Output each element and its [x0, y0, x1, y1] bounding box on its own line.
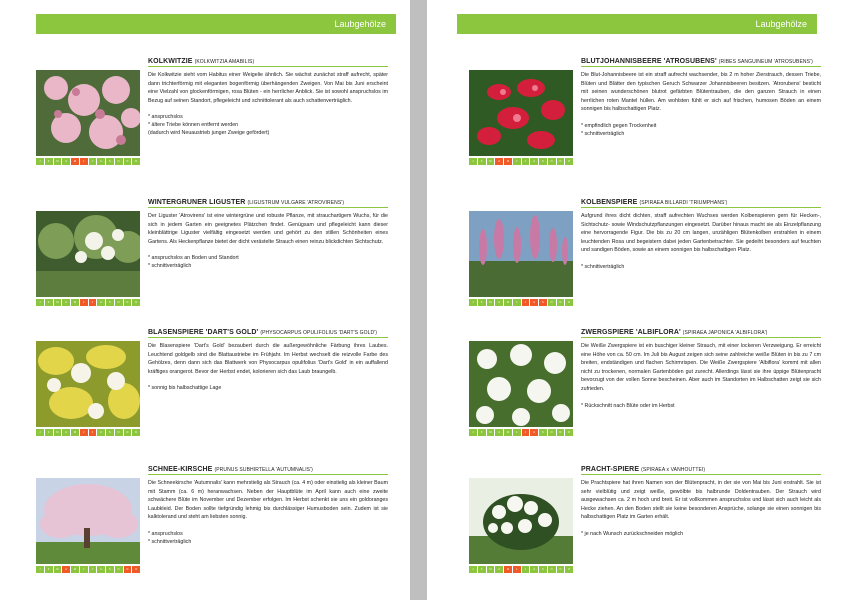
plant-description: Der Liguster 'Atrovirens' ist eine wintergrüne und robuste Pflanze, mit strauchartigem Wuchs, für die sich in jedem Garten ein geeignetes Plätzchen findet. Genügsam und pflegeleicht kann dieser kleinblättrige Liguster vielfältig eingesetzt werden und gehört zu den stillen Schönheiten eines Gartens. Als Heckenpflanze bietet der dicht verästelte Strauch einen reinzu blickdichten Sichtschutz.	[148, 213, 388, 245]
plant-name: SCHNEE-KIRSCHE	[148, 466, 213, 473]
month-cell: M	[71, 299, 79, 306]
month-cell: F	[478, 429, 486, 436]
month-cell: D	[132, 299, 140, 306]
month-cell: A	[97, 566, 105, 573]
plant-description: Die Schneekirsche 'Autumnalis' kann mehrstielig als Strauch (ca. 4 m) oder einstielig als kleiner Baum mit Stamm (ca. 6 m) heranwachsen. Neben der Hauptblüte im April kann auch eine zweite schwächere Blüte im November und Dezember erfolgen. Im Herbst schenkt sie uns ein goldoranges Laubkleid. Der Boden sollte tiefgründig lehmig bis durchlässiger Humusboden sein. Zudem ist sie kalktolerand und steht am liebsten sonnig.	[148, 480, 388, 521]
plant-description: Die Prachtspiere hat ihren Namen von der Blütenpracht, in der sie von Mai bis Juni erstrahlt. Sie ist sehr vielblütig und zeigt weiße, gewölbte bis halbrunde Doldentrauben. Der Strauch wird ausgewachsen ca. 2 m hoch und breit. Er ist vollkommen anspruchslos und lässt sich auch leicht als Hecke ziehen. An den Boden stellt sie keine besonderen Ansprüche, solange sie einen sonnigen bis halbschattigen Platz im Garten erhält.	[581, 480, 821, 521]
month-cell: N	[557, 429, 565, 436]
month-cell: S	[539, 566, 547, 573]
month-cell: N	[557, 299, 565, 306]
bloom-calendar	[36, 158, 140, 165]
plant-note: * Rückschnitt nach Blüte oder im Herbst	[581, 402, 675, 409]
bloom-calendar	[36, 429, 140, 436]
plant-photo	[469, 341, 573, 427]
month-cell: J	[513, 158, 521, 165]
month-cell: F	[478, 566, 486, 573]
plant-latin-name: (SPIRAEA BILLARDI 'TRIUMPHANS')	[639, 200, 728, 206]
plant-latin-name: (LIGUSTRUM VULGARE 'ATROVIRENS')	[247, 200, 345, 206]
month-cell: D	[565, 299, 573, 306]
plant-text	[148, 58, 388, 137]
month-cell: A	[530, 566, 538, 573]
month-cell: J	[89, 566, 97, 573]
month-cell: M	[487, 566, 495, 573]
plant-name: ZWERGSPIERE 'ALBIFLORA'	[581, 329, 681, 336]
month-cell: N	[124, 299, 132, 306]
plant-text	[581, 466, 821, 538]
plant-note: * ältere Triebe können entfernt werden	[148, 122, 239, 129]
month-cell: A	[530, 158, 538, 165]
month-cell: F	[45, 429, 53, 436]
month-cell: A	[530, 429, 538, 436]
plant-name: WINTERGRÜNER LIGUSTER	[148, 199, 246, 206]
left-page	[0, 0, 410, 600]
month-cell: F	[45, 299, 53, 306]
plant-description: Aufgrund ihres dicht dichten, straff aufrechten Wuchses werden Kolbenspieren gern für Hecken-, Sichtschutz- sowie Windschutzpflanzungen eingesetzt. Darüber hinaus macht sie als Einzelpflanzung eine hervorragende Figur. Die bis zu 20 cm langen, unzähligen Blütenkolben erstrahlen in einem leuchtenden Rosa und begeistern dabei jeden Gartenbetrachter. Sie gedeiht besonders auf feuchten und sandigen Böden, sowie an einem sonnigen bis halbschattigen Platz.	[581, 213, 821, 254]
plant-text	[581, 58, 821, 138]
month-cell: S	[106, 299, 114, 306]
bloom-calendar	[469, 429, 573, 436]
month-cell: O	[115, 158, 123, 165]
plant-text	[148, 199, 388, 270]
plant-latin-name: (RIBES SANGUINEUM 'ATROSUBENS')	[718, 59, 813, 65]
month-cell: A	[97, 429, 105, 436]
month-cell: A	[97, 299, 105, 306]
plant-name: BLASENSPIERE 'DART'S GOLD'	[148, 329, 259, 336]
month-cell: A	[62, 429, 70, 436]
plant-name: KOLBENSPIERE	[581, 199, 638, 206]
month-cell: A	[62, 299, 70, 306]
section-header: Laubgehölze	[36, 14, 396, 34]
month-cell: D	[132, 566, 140, 573]
plant-description: Die Blasenspiere 'Dart's Gold' bezaubert durch die außergewöhnliche Färbung ihres Laubes. Leuchtend goldgelb sind die Blattaustriebe im Frühjahr. Im Herbst wechselt die reizvolle Farbe des Gehölzes, denn dann sich das Blattwerk von Physocarpus opulifolius 'Dart's Gold' in ein auffallend kräftiges orangerot. Bevor der Herbst endet, kolorieren sich das Laub braungelb.	[148, 343, 388, 375]
month-cell: J	[80, 566, 88, 573]
plant-latin-name: (PHYSOCARPUS OPULIFOLIUS 'DART'S GOLD')	[260, 330, 378, 336]
month-cell: O	[548, 158, 556, 165]
month-cell: M	[54, 566, 62, 573]
bloom-calendar	[36, 299, 140, 306]
month-cell: J	[80, 299, 88, 306]
plant-note: * je nach Wunsch zurückschneiden möglich	[581, 530, 684, 537]
month-cell: O	[115, 566, 123, 573]
plant-photo	[469, 211, 573, 297]
plant-note: * schnittverträglich	[581, 130, 625, 137]
month-cell: J	[513, 299, 521, 306]
month-cell: J	[469, 566, 477, 573]
month-cell: M	[504, 429, 512, 436]
month-cell: O	[115, 429, 123, 436]
plant-photo	[36, 341, 140, 427]
plant-notes	[148, 384, 388, 392]
month-cell: S	[106, 566, 114, 573]
month-cell: O	[548, 429, 556, 436]
plant-latin-name: (SPIRAEA x VANHOUTTEI)	[641, 467, 706, 473]
plant-photo	[469, 70, 573, 156]
month-cell: A	[530, 299, 538, 306]
month-cell: A	[495, 299, 503, 306]
month-cell: A	[495, 566, 503, 573]
plant-notes	[148, 254, 388, 270]
plant-description: Die Kolkwitzie sieht vom Habitus einer Weigelie ähnlich. Sie wächst zunächst straff aufrecht, später dann trichterförmig mit eleganten bogenförmig überhängenden Zweigen. Von Mai bis Juni erscheint eine Vielzahl von glockenförmigen, rosa Blüten - ein herrlicher Anblick. Sie ist sowohl anspruchslos im Bezug auf seinen Standort, pflegeleicht und schnittolerant als auch schattenverträglich.	[148, 72, 388, 104]
month-cell: J	[36, 566, 44, 573]
month-cell: M	[71, 566, 79, 573]
month-cell: D	[565, 429, 573, 436]
month-cell: A	[495, 158, 503, 165]
month-cell: J	[522, 566, 530, 573]
plant-photo	[469, 478, 573, 564]
section-header: Laubgehölze	[457, 14, 817, 34]
month-cell: F	[478, 299, 486, 306]
month-cell: N	[124, 158, 132, 165]
plant-notes	[148, 113, 388, 137]
plant-latin-name: (SPIRAEA JAPONICA 'ALBIFLORA')	[682, 330, 768, 336]
month-cell: J	[36, 158, 44, 165]
plant-note: * sonnig bis halbschattige Lage	[148, 385, 222, 392]
plant-title	[581, 199, 821, 208]
month-cell: O	[548, 566, 556, 573]
month-cell: J	[469, 299, 477, 306]
plant-name: PRACHT-SPIERE	[581, 466, 640, 473]
plant-note: * empfindlich gegen Trockenheit	[581, 122, 657, 129]
plant-description: Die Blut-Johannisbeere ist ein straff aufrecht wachsender, bis 2 m hoher Zierstrauch, dessen Triebe, Blüten und Blätter den typischen Geruch Schwarzer Johannisbeeren besitzen. 'Atrorubens' besticht mit seinen wunderschönen blutrot gefärbten Blütentrauben, die den ganzen Strauch in einen herrlichen roten Mantel hüllen. Am wohlsten fühlt er sich auf frischen, humosen Böden an einem sonnigen bis halbschattigen Platz.	[581, 72, 821, 113]
plant-photo	[36, 70, 140, 156]
month-cell: A	[62, 566, 70, 573]
month-cell: D	[132, 158, 140, 165]
plant-note: (dadurch wird Neuaustrieb junger Zweige gefördert)	[148, 130, 270, 137]
month-cell: J	[36, 299, 44, 306]
month-cell: N	[557, 158, 565, 165]
month-cell: S	[106, 429, 114, 436]
plant-note: * schnittverträglich	[148, 263, 192, 270]
month-cell: N	[124, 566, 132, 573]
plant-notes	[148, 530, 388, 546]
plant-photo	[36, 478, 140, 564]
month-cell: J	[513, 429, 521, 436]
month-cell: O	[115, 299, 123, 306]
month-cell: F	[45, 158, 53, 165]
bloom-calendar	[469, 158, 573, 165]
month-cell: J	[522, 158, 530, 165]
month-cell: A	[62, 158, 70, 165]
month-cell: J	[89, 299, 97, 306]
plant-notes	[581, 402, 821, 410]
plant-text	[581, 329, 821, 410]
month-cell: M	[504, 158, 512, 165]
plant-notes	[581, 122, 821, 138]
month-cell: J	[469, 158, 477, 165]
month-cell: S	[539, 299, 547, 306]
month-cell: J	[522, 429, 530, 436]
month-cell: J	[513, 566, 521, 573]
plant-note: * schnittverträglich	[581, 263, 625, 270]
bloom-calendar	[36, 566, 140, 573]
month-cell: M	[71, 429, 79, 436]
month-cell: J	[80, 429, 88, 436]
plant-description: Die Weiße Zwergspiere ist ein buschiger kleiner Strauch, mit einer lockeren Verzweigung. Er erreicht eine Höhe von ca. 50 cm. Im Juli bis August zeigen sich seine zahlreiche weiße Blüten in bis zu 7 cm breiten, endständigen und flachen Schirmrispen. Die Weiße Zwergspiere 'Albiflora' kommt mit allen nicht zu trockenen, normalen Gartenböden gut zurecht. Allerdings lässt sie ihre üppige Blütenpracht bevorzugt von der vollen Sonne bescheinen. Aber auch im Standorten im Halbschatten zeigt sie sich zufrieden.	[581, 343, 821, 392]
plant-note: * anspruchslos	[148, 114, 183, 121]
plant-text	[581, 199, 821, 271]
month-cell: J	[89, 158, 97, 165]
plant-title	[581, 329, 821, 338]
bloom-calendar	[469, 299, 573, 306]
plant-text	[148, 466, 388, 546]
month-cell: J	[89, 429, 97, 436]
month-cell: S	[539, 158, 547, 165]
month-cell: D	[565, 158, 573, 165]
month-cell: F	[478, 158, 486, 165]
plant-note: * schnittverträglich	[148, 538, 192, 545]
plant-title	[148, 466, 388, 475]
month-cell: A	[495, 429, 503, 436]
plant-notes	[581, 530, 821, 538]
month-cell: N	[557, 566, 565, 573]
plant-photo	[36, 211, 140, 297]
plant-title	[581, 58, 821, 67]
month-cell: J	[80, 158, 88, 165]
month-cell: M	[504, 299, 512, 306]
month-cell: M	[487, 429, 495, 436]
month-cell: N	[124, 429, 132, 436]
bloom-calendar	[469, 566, 573, 573]
plant-note: * anspruchslos an Boden und Standort	[148, 255, 239, 262]
month-cell: M	[54, 429, 62, 436]
plant-latin-name: (PRUNUS SUBHIRTELLA 'AUTUMNALIS')	[214, 467, 313, 473]
month-cell: A	[97, 158, 105, 165]
plant-title	[148, 58, 388, 67]
month-cell: J	[36, 429, 44, 436]
month-cell: O	[548, 299, 556, 306]
plant-latin-name: (KOLKWITZIA AMABILIS)	[194, 59, 255, 65]
plant-title	[581, 466, 821, 475]
month-cell: M	[487, 158, 495, 165]
month-cell: D	[132, 429, 140, 436]
plant-name: BLUTJOHANNISBEERE 'ATROSUBENS'	[581, 58, 717, 65]
month-cell: D	[565, 566, 573, 573]
right-page	[427, 0, 849, 600]
month-cell: M	[487, 299, 495, 306]
month-cell: M	[54, 299, 62, 306]
plant-notes	[581, 263, 821, 271]
month-cell: S	[106, 158, 114, 165]
month-cell: M	[54, 158, 62, 165]
month-cell: J	[522, 299, 530, 306]
plant-text	[148, 329, 388, 392]
plant-note: * anspruchslos	[148, 530, 183, 537]
month-cell: F	[45, 566, 53, 573]
plant-title	[148, 329, 388, 338]
plant-name: KOLKWITZIE	[148, 58, 193, 65]
month-cell: M	[504, 566, 512, 573]
plant-title	[148, 199, 388, 208]
month-cell: J	[469, 429, 477, 436]
month-cell: M	[71, 158, 79, 165]
month-cell: S	[539, 429, 547, 436]
